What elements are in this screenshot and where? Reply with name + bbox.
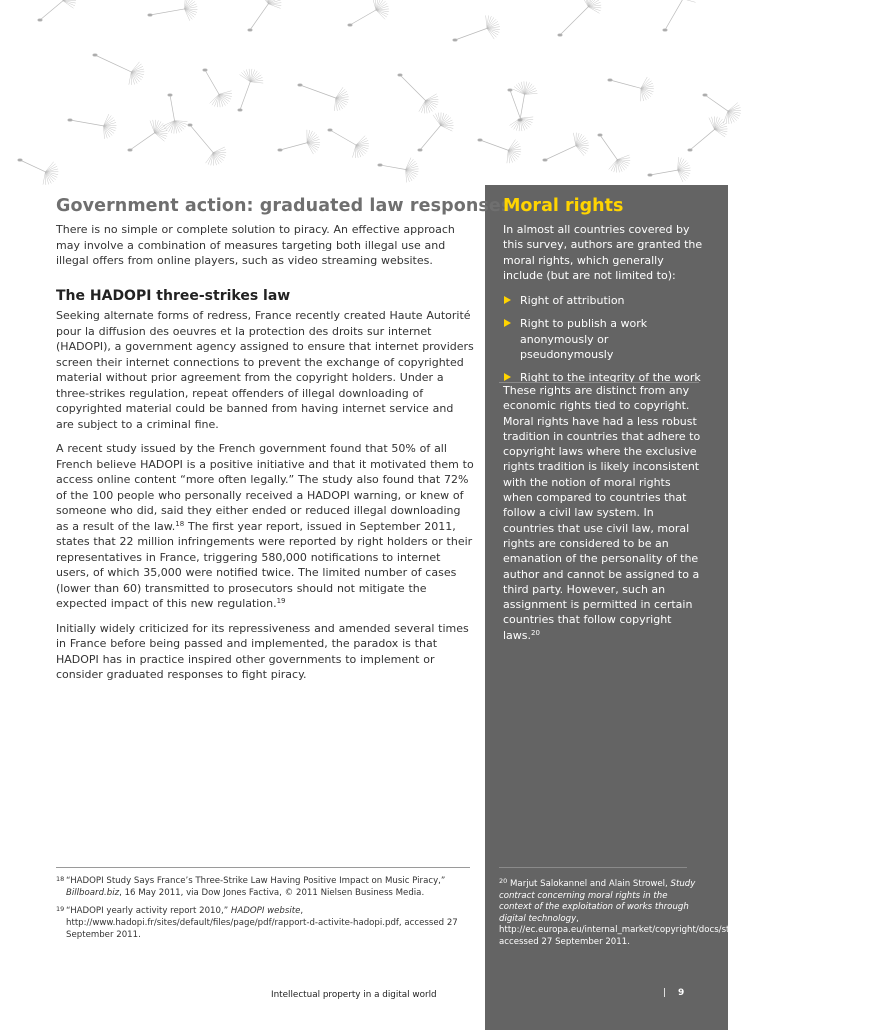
sidebar-footnote-divider	[499, 867, 687, 868]
page-number: 9	[678, 988, 685, 998]
bullet-text: Right to the integrity of the work	[520, 371, 701, 385]
footnotes	[56, 875, 471, 947]
dandelion-seeds-illustration	[0, 0, 728, 190]
intro-block	[56, 222, 474, 269]
sidebar-body-text: These rights are distinct from any economic rights tied to copyright. Moral rights have had a less robust tradition in countries that adhere to copyright laws where the exclusive rights tradition is likely inconsistent with the notion of moral rights when compared to countries that follow a civil law system. In countries that use civil law, moral rights are considered to be an emanation of the personality of the author and cannot be assigned to a third party. However, such an assignment is permitted in certain countries that follow copyright laws.	[503, 384, 701, 642]
footnote-divider	[56, 867, 470, 868]
footnote-number: 18	[56, 875, 65, 883]
footnote-text: “HADOPI Study Says France’s Three-Strike Law Having Positive Impact on Music Piracy,”	[66, 876, 446, 886]
footnote-number: 20	[499, 877, 508, 885]
footnote-text: , 16 May 2011, via Dow Jones Factiva, © 2011 Nielsen Business Media.	[119, 888, 425, 898]
footer-title: Intellectual property in a digital world	[271, 990, 437, 1000]
paragraph-text: The first year report, issued in September 2011, states that 22 million infringements were reported by right holders or their representatives in France, triggering 580,000 notifications to internet users, of which 35,000 were notified twice. The limited number of cases (lower than 60) transmitted to prosecutors should not mitigate the expected impact of this new regulation.	[56, 519, 473, 610]
triangle-bullet-icon	[504, 296, 511, 304]
footnote-text: , http://ec.europa.eu/internal_market/copyright/docs/studies/etd1999b53000e28_en.pdf, accessed 27 September 2011.	[499, 913, 875, 947]
footnote-ref-18: 18	[175, 519, 185, 528]
footnote-text: “HADOPI yearly activity report 2010,”	[66, 906, 231, 916]
section-heading: The HADOPI three-strikes law	[56, 288, 291, 304]
list-item	[503, 293, 703, 308]
section-body	[56, 308, 474, 683]
paragraph-hadopi-creation: Seeking alternate forms of redress, France recently created Haute Autorité pour la diffusion des oeuvres et la protection des droits sur internet (HADOPI), a government agency assigned to ensure that internet providers screen their internet connections to prevent the exchange of copyrighted material without prior agreement from the copyright holders. Under a three-strikes regulation, repeat offenders of illegal downloading of copyrighted material could be banned from having internet service and are subject to a criminal fine.	[56, 309, 474, 431]
footnote-text: , http://www.hadopi.fr/sites/default/files/page/pdf/rapport-d-activite-hadopi.pdf, accessed 27 September 2011.	[66, 906, 458, 940]
paragraph-hadopi-paradox: Initially widely criticized for its repressiveness and amended several times in France before being passed and implemented, the paradox is that HADOPI has in practice inspired other governments to implement or consider graduated responses to fight piracy.	[56, 621, 469, 681]
footnote-number: 19	[56, 905, 65, 913]
page-heading: Government action: graduated law responses	[56, 196, 512, 216]
list-item	[503, 316, 703, 362]
footnote-18	[56, 875, 471, 899]
triangle-bullet-icon	[504, 319, 511, 327]
footer-separator: |	[663, 988, 667, 998]
footnote-ref-20: 20	[531, 628, 540, 637]
triangle-bullet-icon	[504, 373, 511, 381]
footnote-source: HADOPI website	[230, 906, 301, 916]
sidebar-title: Moral rights	[503, 196, 624, 216]
footnote-20	[499, 876, 875, 948]
sidebar-bullet-list	[503, 293, 703, 393]
footnote-ref-19: 19	[276, 597, 286, 605]
footnote-source: Billboard.biz	[66, 888, 120, 898]
paragraph-text: A recent study issued by the French government found that 50% of all French believe HADOPI is a positive initiative and that it motivated them to access online content “more often legally.” The study also found that 72% of the 100 people who personally received a HADOPI warning, or knew of someone who did, said they either ended or reduced illegal downloading as a result of the law.	[56, 442, 474, 533]
intro-paragraph: There is no simple or complete solution to piracy. An effective approach may involve a combination of measures targeting both illegal use and illegal offers from online players, such as video streaming websites.	[56, 223, 455, 267]
paragraph-hadopi-study	[56, 441, 474, 612]
footnote-source: Study contract concerning moral rights in the context of the exploitation of works through digital technology	[499, 879, 696, 924]
sidebar-intro: In almost all countries covered by this survey, authors are granted the moral rights, which generally include (but are not limited to):	[503, 223, 703, 282]
footnote-text: Marjut Salokannel and Alain Strowel,	[507, 879, 671, 889]
sidebar-body	[503, 383, 703, 643]
footnote-19	[56, 905, 471, 941]
bullet-text: Right to publish a work anonymously or pseudonymously	[520, 317, 648, 361]
sidebar-body-block	[503, 383, 703, 643]
bullet-text: Right of attribution	[520, 294, 625, 307]
sidebar-intro-block	[503, 222, 703, 283]
